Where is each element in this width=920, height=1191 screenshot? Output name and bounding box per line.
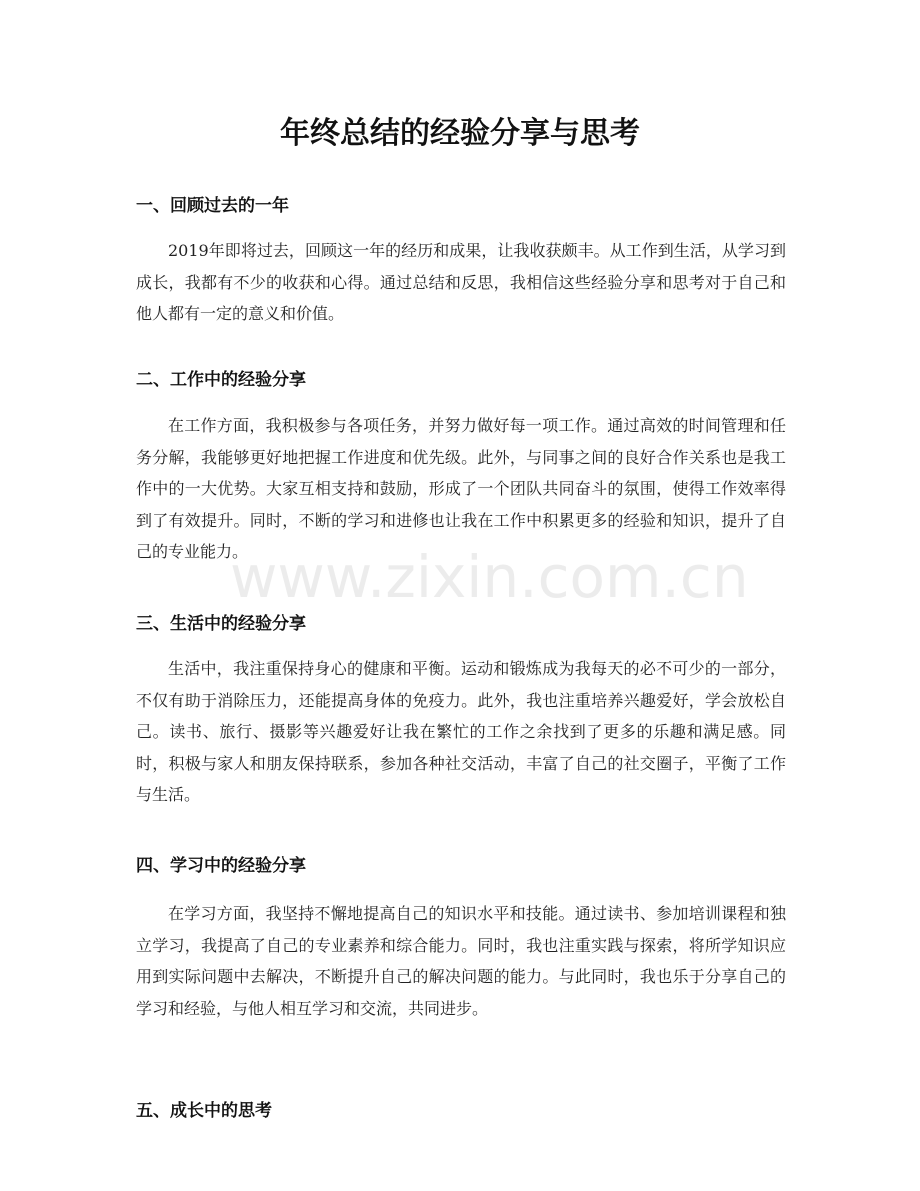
section-body-life: 生活中，我注重保持身心的健康和平衡。运动和锻炼成为我每天的必不可少的一部分，不仅有助于消除压力，还能提高身体的免疫力。此外，我也注重培养兴趣爱好，学会放松自己。读书、旅行、摄影等兴趣爱好让我在繁忙的工作之余找到了更多的乐趣和满足感。同时，积极与家人和朋友保持联系，参加各种社交活动，丰富了自己的社交圈子，平衡了工作与生活。 <box>136 659 786 804</box>
section-heading-work: 二、工作中的经验分享 <box>136 370 306 390</box>
watermark: www.zixin.com.cn <box>230 543 749 611</box>
section-heading-growth: 五、成长中的思考 <box>136 1101 272 1121</box>
document-title: 年终总结的经验分享与思考 <box>280 116 640 151</box>
section-body-study: 在学习方面，我坚持不懈地提高自己的知识水平和技能。通过读书、参加培训课程和独立学习，我提高了自己的专业素养和综合能力。同时，我也注重实践与探索，将所学知识应用到实际问题中去解决，不断提升自己的解决问题的能力。与此同时，我也乐于分享自己的学习和经验，与他人相互学习和交流，共同进步。 <box>136 904 786 1018</box>
section-body-review: 2019年即将过去，回顾这一年的经历和成果，让我收获颇丰。从工作到生活，从学习到成长，我都有不少的收获和心得。通过总结和反思，我相信这些经验分享和思考对于自己和他人都有一定的意义和价值。 <box>136 241 786 323</box>
section-body-work: 在工作方面，我积极参与各项任务，并努力做好每一项工作。通过高效的时间管理和任务分解，我能够更好地把握工作进度和优先级。此外，与同事之间的良好合作关系也是我工作中的一大优势。大家互相支持和鼓励，形成了一个团队共同奋斗的氛围，使得工作效率得到了有效提升。同时，不断的学习和进修也让我在工作中积累更多的经验和知识，提升了自己的专业能力。 <box>136 416 786 561</box>
section-heading-study: 四、学习中的经验分享 <box>136 856 306 876</box>
section-heading-life: 三、生活中的经验分享 <box>136 614 306 634</box>
section-heading-review: 一、回顾过去的一年 <box>136 196 289 216</box>
